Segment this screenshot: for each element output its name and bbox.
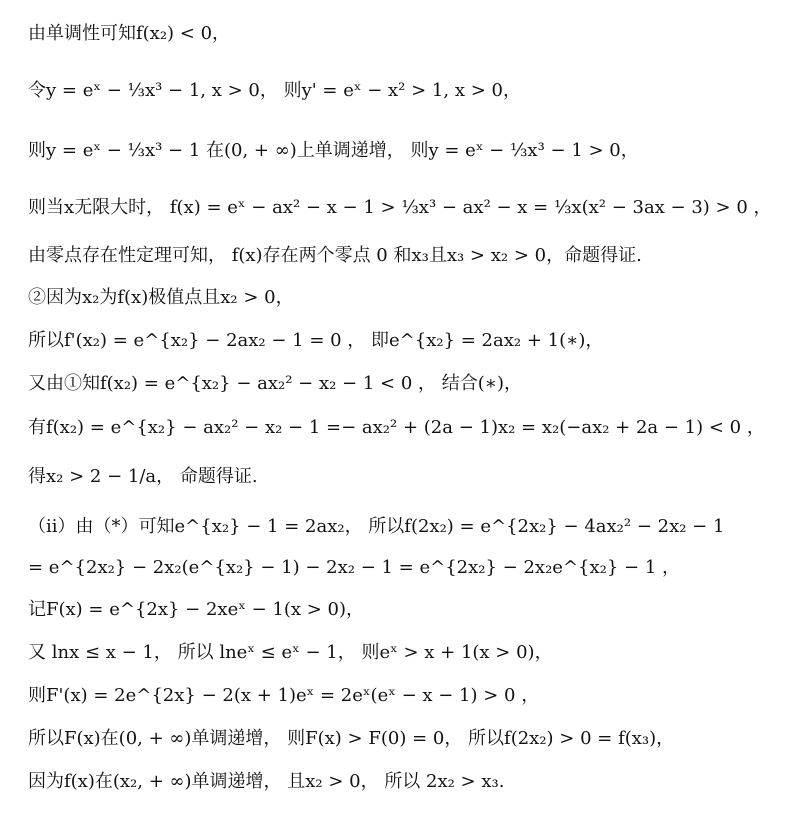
math-line-3 [28, 139, 639, 163]
line-10-text: 得x₂ > 2 − 1/a， 命题得证. [28, 466, 258, 487]
math-line-6 [28, 286, 294, 310]
math-line-4 [28, 196, 772, 220]
line-15-text: 则F'(x) = 2e^{2x} − 2(x + 1)eˣ = 2eˣ(eˣ − x − 1) > 0 ， [28, 685, 540, 706]
line-16-text: 所以F(x)在(0, + ∞)单调递增， 则F(x) > F(0) = 0， 所以f(2x₂) > 0 = f(x₃)， [28, 728, 675, 749]
line-13-text: 记F(x) = e^{2x} − 2xeˣ − 1(x > 0)， [28, 599, 365, 620]
math-line-15 [28, 684, 539, 708]
math-line-12 [28, 556, 680, 580]
math-line-5 [28, 244, 642, 268]
math-line-13 [28, 598, 364, 622]
line-4-text: 则当x无限大时， f(x) = eˣ − ax² − x − 1 > ⅓x³ − ax² − x = ⅓x(x² − 3ax − 3) > 0 ， [28, 197, 772, 218]
line-3-text: 则y = eˣ − ⅓x³ − 1 在(0, + ∞)上单调递增， 则y = eˣ − ⅓x³ − 1 > 0， [28, 140, 639, 161]
line-5-text: 由零点存在性定理可知， f(x)存在两个零点 0 和x₃且x₃ > x₂ > 0，命题得证. [28, 245, 642, 266]
line-9-text: 有f(x₂) = e^{x₂} − ax₂² − x₂ − 1 =− ax₂² + (2a − 1)x₂ = x₂(−ax₂ + 2a − 1) < 0 ， [28, 417, 765, 438]
math-line-8 [28, 372, 522, 396]
math-line-16 [28, 727, 674, 751]
math-line-2 [28, 79, 521, 103]
line-11-text: （ii）由（*）可知e^{x₂} − 1 = 2ax₂， 所以f(2x₂) = e^{2x₂} − 4ax₂² − 2x₂ − 1 [28, 516, 725, 537]
line-7-text: 所以f'(x₂) = e^{x₂} − 2ax₂ − 1 = 0 ， 即e^{x₂} = 2ax₂ + 1(∗)， [28, 330, 604, 351]
math-line-11 [28, 515, 724, 539]
line-6-text: ②因为x₂为f(x)极值点且x₂ > 0， [28, 287, 294, 308]
math-line-14 [28, 641, 553, 665]
line-14-text: 又 lnx ≤ x − 1， 所以 lneˣ ≤ eˣ − 1， 则eˣ > x + 1(x > 0)， [28, 642, 553, 663]
line-12-text: = e^{2x₂} − 2x₂(e^{x₂} − 1) − 2x₂ − 1 = e^{2x₂} − 2x₂e^{x₂} − 1 ， [28, 557, 680, 578]
math-line-1 [28, 22, 230, 46]
math-line-9 [28, 416, 765, 440]
line-17-text: 因为f(x)在(x₂, + ∞)单调递增， 且x₂ > 0， 所以 2x₂ > x₃. [28, 771, 505, 792]
math-line-7 [28, 329, 603, 353]
math-line-10 [28, 465, 258, 489]
line-2-text: 令y = eˣ − ⅓x³ − 1, x > 0， 则y' = eˣ − x² > 1, x > 0， [28, 80, 521, 101]
line-8-text: 又由①知f(x₂) = e^{x₂} − ax₂² − x₂ − 1 < 0 ， 结合(∗)， [28, 373, 523, 394]
math-line-17 [28, 770, 504, 794]
line-1-text: 由单调性可知f(x₂) < 0， [28, 23, 231, 44]
